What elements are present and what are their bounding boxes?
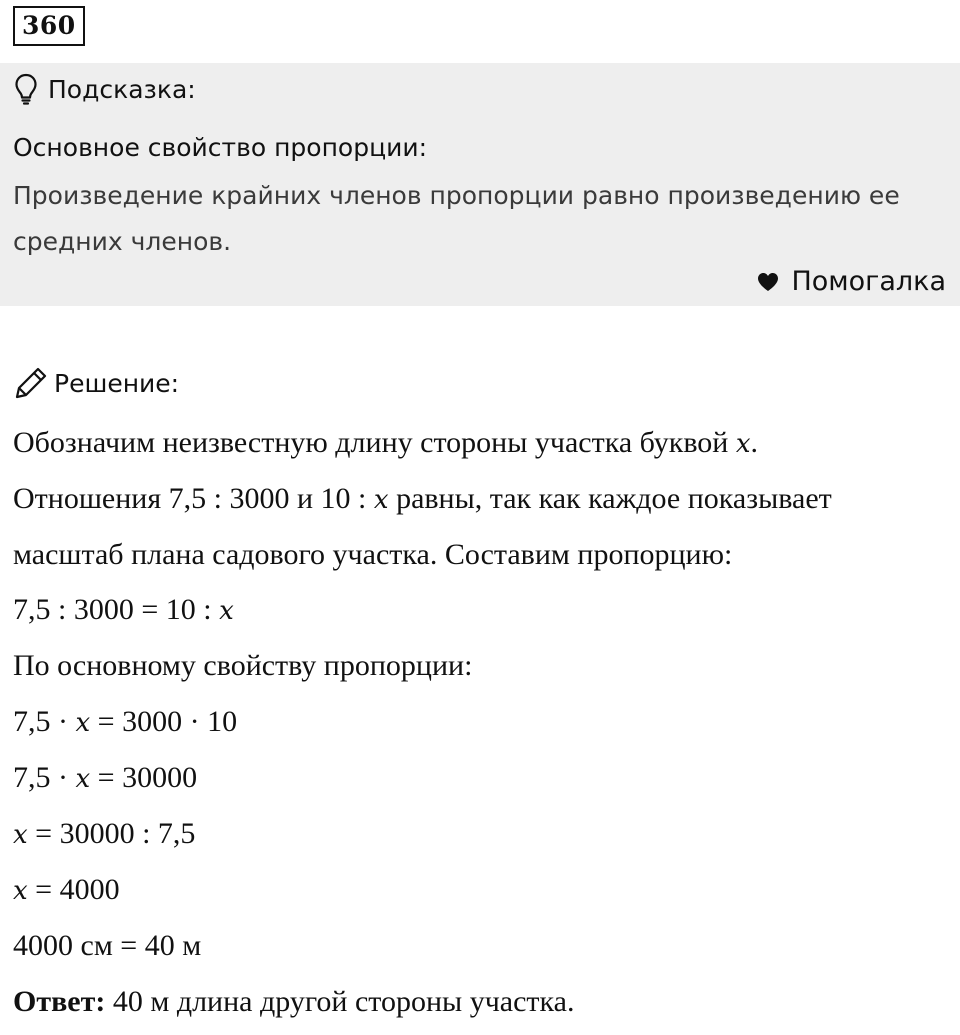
brand-link[interactable] [757, 266, 946, 297]
equation-step-2: 7,5 · x = 30000 [13, 761, 198, 794]
answer-line: Ответ: 40 м длина другой стороны участка. [13, 985, 575, 1018]
heart-icon [757, 272, 791, 292]
solution-header [14, 366, 179, 400]
hint-header [14, 73, 196, 105]
answer-label: Ответ: [13, 985, 106, 1018]
unit-conversion: 4000 см = 40 м [13, 929, 202, 962]
solution-line-2: Отношения 7,5 : 3000 и 10 : x равны, так как каждое показывает [13, 482, 832, 515]
hint-text: Произведение крайних членов пропорции равно произведению ее средних членов. [13, 181, 900, 256]
hint-box [0, 63, 960, 306]
pencil-icon [14, 366, 48, 400]
brand-label: Помогалка [791, 266, 946, 297]
hint-title: Подсказка: [48, 74, 196, 104]
solution-line-3: масштаб плана садового участка. Составим пропорцию: [13, 538, 733, 571]
equation-step-1: 7,5 · x = 3000 · 10 [13, 705, 238, 738]
task-number: 360 [13, 6, 85, 46]
solution-title: Решение: [54, 368, 180, 398]
equation-step-4: x = 4000 [13, 873, 120, 906]
hint-subtitle: Основное свойство пропорции: [13, 133, 428, 162]
solution-line-1: Обозначим неизвестную длину стороны участка буквой x. [13, 426, 759, 459]
lightbulb-icon [14, 73, 38, 105]
equation-step-3: x = 30000 : 7,5 [13, 817, 196, 850]
equation-proportion: 7,5 : 3000 = 10 : x [13, 593, 234, 626]
solution-line-5: По основному свойству пропорции: [13, 649, 473, 682]
